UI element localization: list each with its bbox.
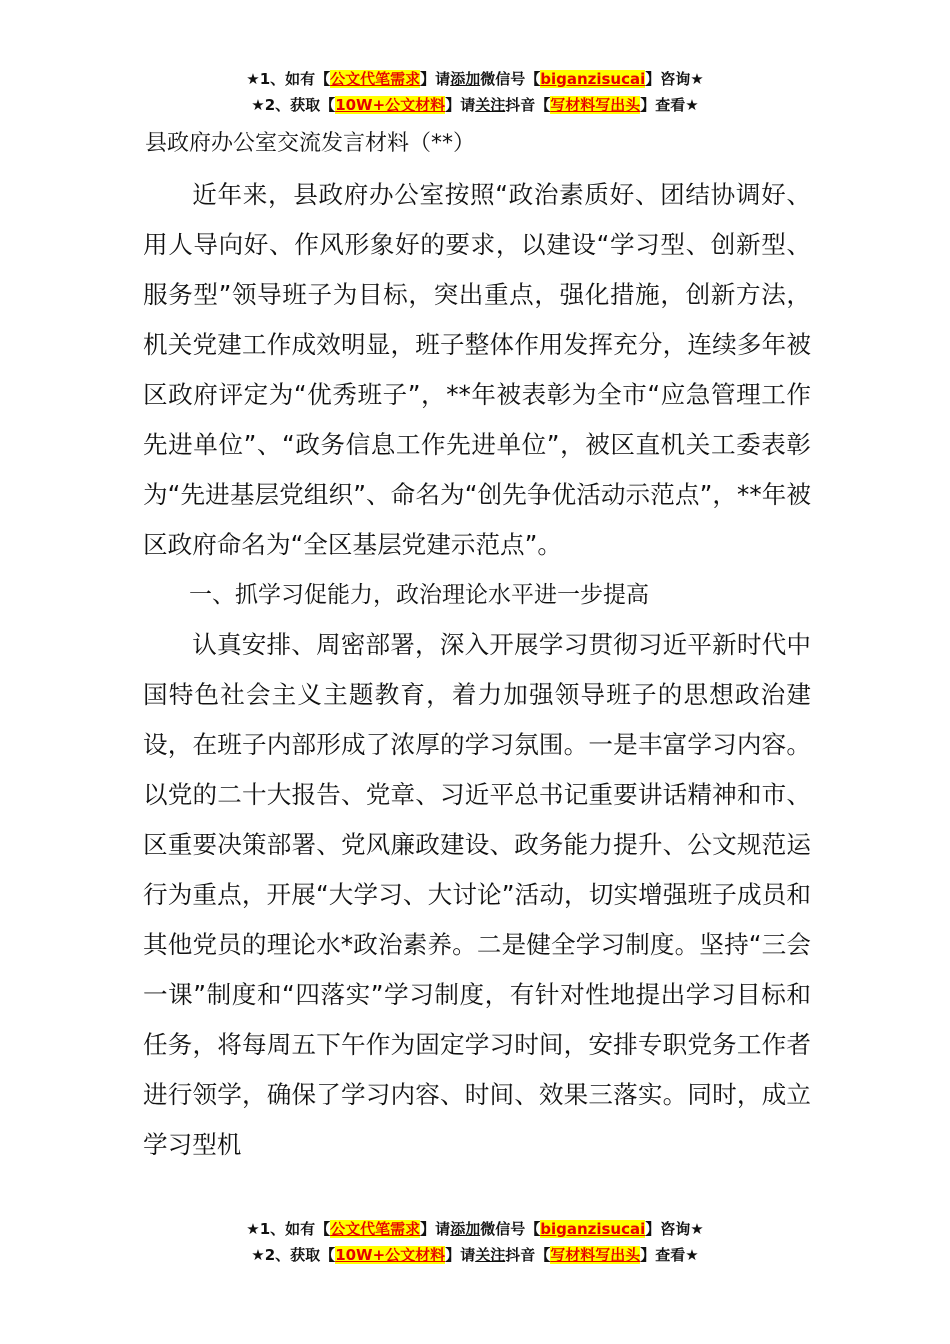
banner-highlight-materials: 10W+公文材料 [335, 1246, 446, 1264]
banner-highlight-service: 公文代笔需求 [330, 70, 421, 88]
banner-highlight-douyin: 写材料写出头 [550, 1246, 641, 1264]
document-body [143, 170, 811, 1170]
banner-highlight-wechat-id: biganzisucai [540, 1220, 646, 1238]
banner-line-2: ★2、获取【10W+公文材料】请关注抖音【写材料写出头】查看★ [251, 1246, 699, 1264]
bottom-banner [0, 1216, 950, 1268]
document-title: 县政府办公室交流发言材料（**） [145, 131, 476, 156]
banner-highlight-materials: 10W+公文材料 [335, 96, 446, 114]
banner-highlight-wechat-id: biganzisucai [540, 70, 646, 88]
banner-line-1: ★1、如有【公文代笔需求】请添加微信号【biganzisucai】咨询★ [246, 70, 704, 88]
banner-line-1: ★1、如有【公文代笔需求】请添加微信号【biganzisucai】咨询★ [246, 1220, 704, 1238]
top-banner [0, 66, 950, 118]
paragraph-study: 认真安排、周密部署，深入开展学习贯彻习近平新时代中国特色社会主义主题教育，着力加强领导班子的思想政治建设，在班子内部形成了浓厚的学习氛围。一是丰富学习内容。以党的二十大报告、党章、习近平总书记重要讲话精神和市、区重要决策部署、党风廉政建设、政务能力提升、公文规范运行为重点，开展“大学习、大讨论”活动，切实增强班子成员和其他党员的理论水*政治素养。二是健全学习制度。坚持“三会一课”制度和“四落实”学习制度，有针对性地提出学习目标和任务，将每周五下午作为固定学习时间，安排专职党务工作者进行领学，确保了学习内容、时间、效果三落实。同时，成立学习型机 [143, 630, 811, 1159]
banner-highlight-service: 公文代笔需求 [330, 1220, 421, 1238]
paragraph-intro: 近年来，县政府办公室按照“政治素质好、团结协调好、用人导向好、作风形象好的要求，以建设“学习型、创新型、服务型”领导班子为目标，突出重点，强化措施，创新方法，机关党建工作成效明显，班子整体作用发挥充分，连续多年被区政府评定为“优秀班子”，**年被表彰为全市“应急管理工作先进单位”、“政务信息工作先进单位”，被区直机关工委表彰为“先进基层党组织”、命名为“创先争优活动示范点”，**年被区政府命名为“全区基层党建示范点”。 [143, 180, 811, 559]
banner-line-2: ★2、获取【10W+公文材料】请关注抖音【写材料写出头】查看★ [251, 96, 699, 114]
banner-highlight-douyin: 写材料写出头 [550, 96, 641, 114]
section-heading-1: 一、抓学习促能力，政治理论水平进一步提高 [189, 582, 649, 608]
